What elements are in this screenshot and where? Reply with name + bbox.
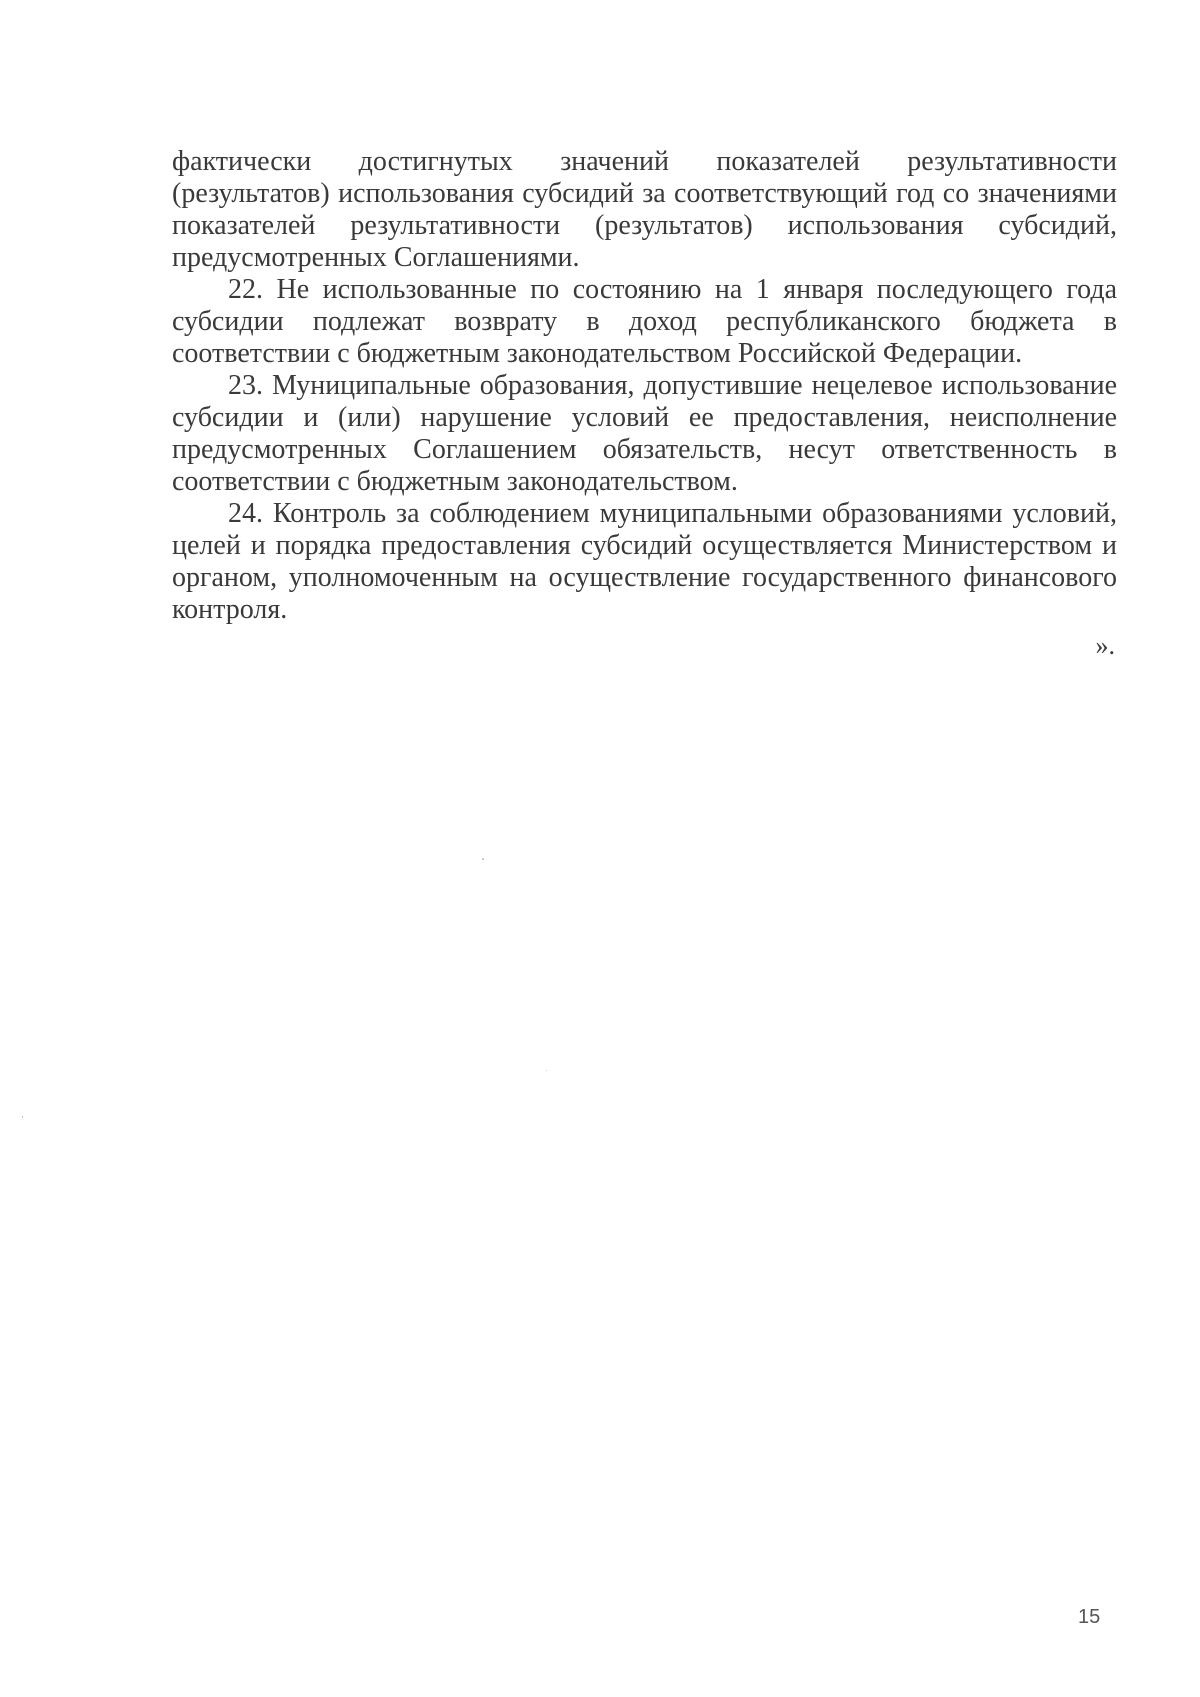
- scan-speck: [22, 1116, 23, 1118]
- page-number: 15: [1078, 1606, 1101, 1628]
- scan-speck: [546, 1070, 547, 1071]
- scan-speck: [482, 858, 484, 860]
- paragraph-continuation: фактически достигнутых значений показателей результативности (результатов) использования субсидий за соответствующий год со значениями показателей результативности (результатов) использования субсидий, предусмотренных Соглашениями.: [172, 146, 1117, 273]
- document-body: [172, 146, 1117, 662]
- paragraph-24: 24. Контроль за соблюдением муниципальными образованиями условий, целей и порядка предоставления субсидий осуществляется Министерством и органом, уполномоченным на осуществление государственного финансового контроля.: [172, 498, 1117, 625]
- closing-quote-mark: ».: [1095, 631, 1115, 660]
- paragraph-22: 22. Не использованные по состоянию на 1 января последующего года субсидии подлежат возврату в доход республиканского бюджета в соответствии с бюджетным законодательством Российской Федерации.: [172, 274, 1117, 369]
- paragraph-23: 23. Муниципальные образования, допустившие нецелевое использование субсидии и (или) нарушение условий ее предоставления, неисполнение предусмотренных Соглашением обязательств, несут ответственность в соответствии с бюджетным законодательством.: [172, 370, 1117, 497]
